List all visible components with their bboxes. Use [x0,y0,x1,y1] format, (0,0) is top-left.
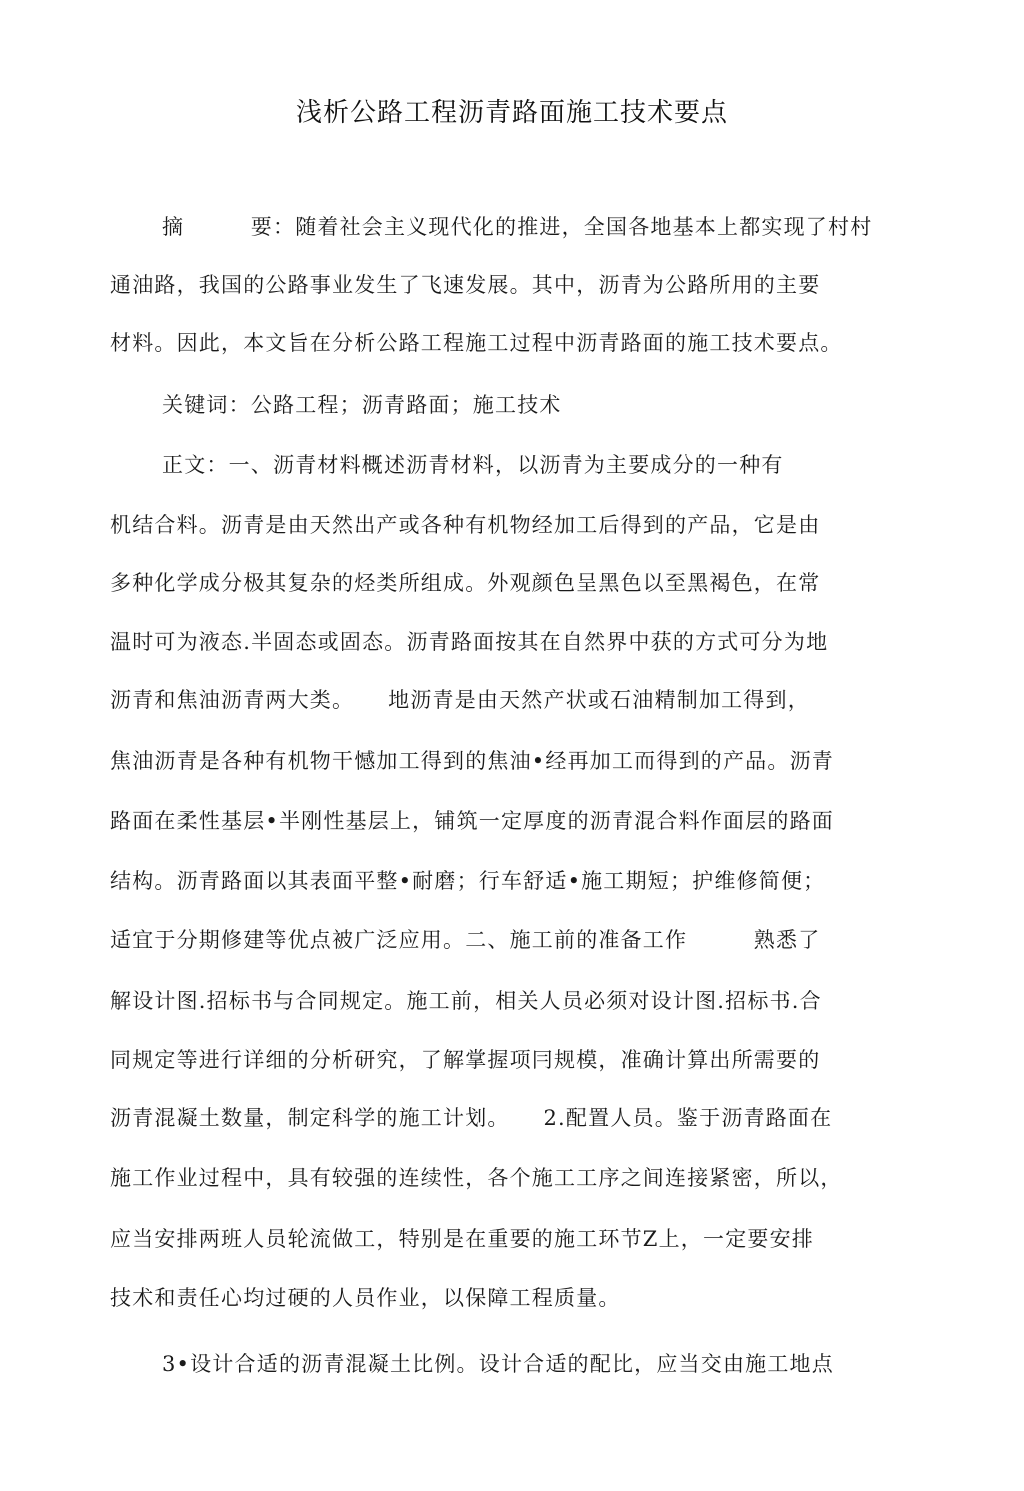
body-line-14: 应当安排两班人员轮流做工，特别是在重要的施工环节Z上，一定要安排 [110,1227,814,1251]
body-line-5: 沥青和焦油沥青两大类。 地沥青是由天然产状或石油精制加工得到， [110,688,810,712]
body-line-9: 适宜于分期修建等优点被广泛应用。二、施工前的准备工作 熟悉了 [110,928,821,952]
body-line-12: 沥青混凝土数量，制定科学的施工计划。 2.配置人员。鉴于沥青路面在 [110,1106,833,1130]
document-title: 浅析公路工程沥青路面施工技术要点 [295,98,728,128]
body-line-11: 同规定等进行详细的分析研究，了解掌握项冃规模，准确计算出所需要的 [110,1048,821,1072]
abstract-line-2: 通油路，我国的公路事业发生了飞速发展。其中，沥青为公路所用的主要 [110,273,821,297]
body-line-8: 结构。沥青路面以其表面平整•耐磨；行车舒适•施工期短；护维修简便； [110,869,826,893]
body-line-2: 机结合料。沥青是由天然出产或各种有机物经加工后得到的产品，它是由 [110,513,821,537]
body-line-10: 解设计图.招标书与合同规定。施工前，相关人员必须对设计图.招标书.合 [110,989,822,1013]
body-line-4: 温时可为液态.半固态或固态。沥青路面按其在自然界中获的方式可分为地 [110,630,829,654]
abstract-line-3: 材料。因此，本文旨在分析公路工程施工过程中沥青路面的施工技术要点。 [110,331,843,355]
body-line-15: 技术和责任心均过硬的人员作业，以保障工程质量。 [110,1286,621,1310]
abstract-line-1: 摘 要：随着社会主义现代化的推进，全国各地基本上都实现了村村 [162,215,873,239]
body-line-6: 焦油沥青是各种有机物干憾加工得到的焦油•经再加工而得到的产品。沥青 [110,749,834,773]
body-line-7: 路面在柔性基层•半刚性基层上，铺筑一定厚度的沥青混合料作面层的路面 [110,809,834,833]
keywords-line: 关键词：公路工程；沥青路面；施工技术 [162,393,562,417]
body-line-3: 多种化学成分极其复杂的烃类所组成。外观颜色呈黑色以至黑褐色，在常 [110,571,821,595]
body-line-16: 3•设计合适的沥青混凝土比例。设计合适的配比，应当交由施工地点 [162,1352,834,1376]
body-line-1: 正文：一、沥青材料概述沥青材料，以沥青为主要成分的一种有 [162,453,784,477]
body-line-13: 施工作业过程中，具有较强的连续性，各个施工工序之间连接紧密，所以， [110,1166,843,1190]
